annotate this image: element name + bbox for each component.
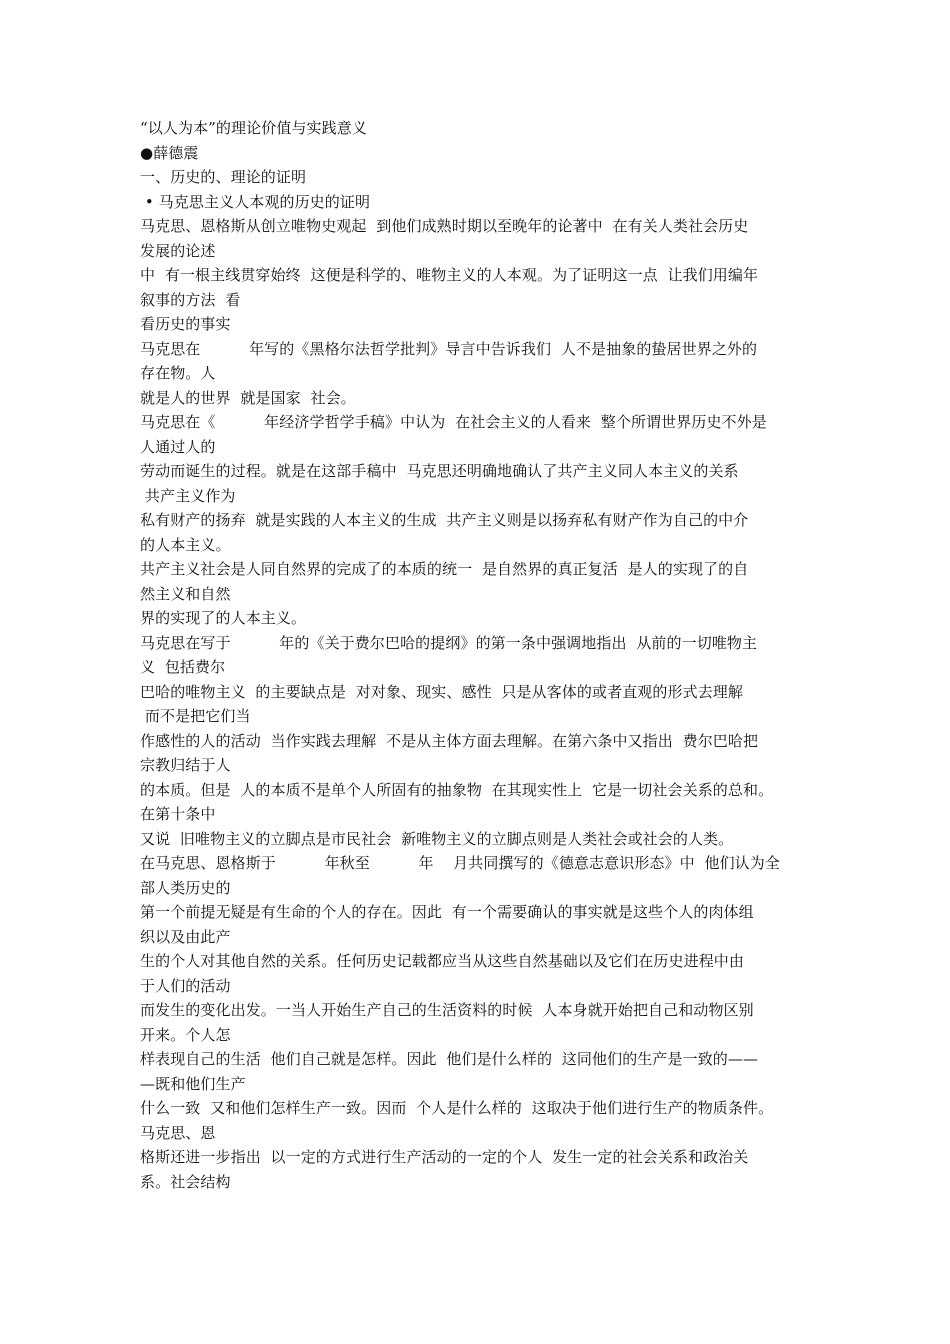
- text-line: 的人本主义。: [140, 535, 231, 554]
- text-line: 义 包括费尔: [140, 658, 226, 676]
- text-line: 而不是把它们当: [140, 707, 251, 725]
- text-line: 叙事的方法 看: [140, 290, 241, 309]
- text-line: 马克思在 年写的《黑格尔法哲学批判》导言中告诉我们 人不是抽象的蛰居世界之外的: [140, 339, 758, 358]
- text-line: 生的个人对其他自然的关系。任何历史记载都应当从这些自然基础以及它们在历史进程中由: [140, 952, 745, 970]
- text-line: 中 有一根主线贯穿始终 这便是科学的、唯物主义的人本观。为了证明这一点 让我们用编年: [140, 266, 759, 284]
- subsection-heading: • 马克思主义人本观的历史的证明: [140, 192, 371, 211]
- text-line: 在马克思、恩格斯于 年秋至 年 月共同撰写的《德意志意识形态》中 他们认为全: [140, 854, 780, 872]
- text-line: 样表现自己的生活 他们自己就是怎样。因此 他们是什么样的 这同他们的生产是一致的——: [140, 1050, 759, 1068]
- author-line: ●薛德震: [140, 143, 199, 162]
- text-line: 又说 旧唯物主义的立脚点是市民社会 新唯物主义的立脚点则是人类社会或社会的人类。: [140, 829, 734, 848]
- text-line: 就是人的世界 就是国家 社会。: [140, 388, 356, 407]
- text-line: —既和他们生产: [140, 1074, 246, 1093]
- text-line: 人通过人的: [140, 437, 216, 456]
- text-line: 开来。个人怎: [140, 1025, 231, 1044]
- text-line: 的本质。但是 人的本质不是单个人所固有的抽象物 在其现实性上 它是一切社会关系的总和。: [140, 780, 774, 799]
- text-line: 劳动而诞生的过程。就是在这部手稿中 马克思还明确地确认了共产主义同人本主义的关系: [140, 462, 739, 480]
- text-line: 系。社会结构: [140, 1172, 231, 1191]
- text-line: 宗教归结于人: [140, 756, 231, 774]
- text-line: 而发生的变化出发。一当人开始生产自己的生活资料的时候 人本身就开始把自己和动物区别: [140, 1001, 754, 1019]
- text-line: 存在物。人: [140, 364, 216, 382]
- text-line: 作感性的人的活动 当作实践去理解 不是从主体方面去理解。在第六条中又指出 费尔巴哈把: [140, 731, 759, 750]
- text-line: 发展的论述: [140, 241, 216, 260]
- text-line: 于人们的活动: [140, 976, 231, 995]
- text-line: 巴哈的唯物主义 的主要缺点是 对对象、现实、感性 只是从客体的或者直观的形式去理解: [140, 682, 744, 701]
- text-line: 界的实现了的人本主义。: [140, 609, 307, 627]
- text-line: 马克思、恩: [140, 1123, 216, 1142]
- text-line: 私有财产的扬弃 就是实践的人本主义的生成 共产主义则是以扬弃私有财产作为自己的中介: [140, 511, 749, 529]
- text-line: 织以及由此产: [140, 927, 231, 946]
- text-line: 共产主义作为: [140, 486, 236, 505]
- text-line: 马克思在写于 年的《关于费尔巴哈的提纲》的第一条中强调地指出 从前的一切唯物主: [140, 633, 758, 652]
- text-line: 在第十条中: [140, 805, 216, 823]
- text-line: 马克思在《 年经济学哲学手稿》中认为 在社会主义的人看来 整个所谓世界历史不外是: [140, 413, 767, 431]
- text-line: 然主义和自然: [140, 584, 231, 603]
- text-line: 部人类历史的: [140, 878, 231, 897]
- text-line: 格斯还进一步指出 以一定的方式进行生产活动的一定的个人 发生一定的社会关系和政治关: [140, 1148, 749, 1166]
- document-title: “以人为本”的理论价值与实践意义: [140, 119, 367, 137]
- text-line: 看历史的事实: [140, 315, 231, 333]
- text-line: 第一个前提无疑是有生命的个人的存在。因此 有一个需要确认的事实就是这些个人的肉体组: [140, 903, 754, 921]
- text-line: 马克思、恩格斯从创立唯物史观起 到他们成熟时期以至晚年的论著中 在有关人类社会历史: [140, 217, 749, 235]
- text-line: 什么一致 又和他们怎样生产一致。因而 个人是什么样的 这取决于他们进行生产的物质条件。: [140, 1099, 774, 1117]
- text-line: 共产主义社会是人同自然界的完成了的本质的统一 是自然界的真正复活 是人的实现了的自: [140, 560, 749, 578]
- document-body: [140, 116, 820, 1194]
- section-heading: 一、历史的、理论的证明: [140, 168, 307, 186]
